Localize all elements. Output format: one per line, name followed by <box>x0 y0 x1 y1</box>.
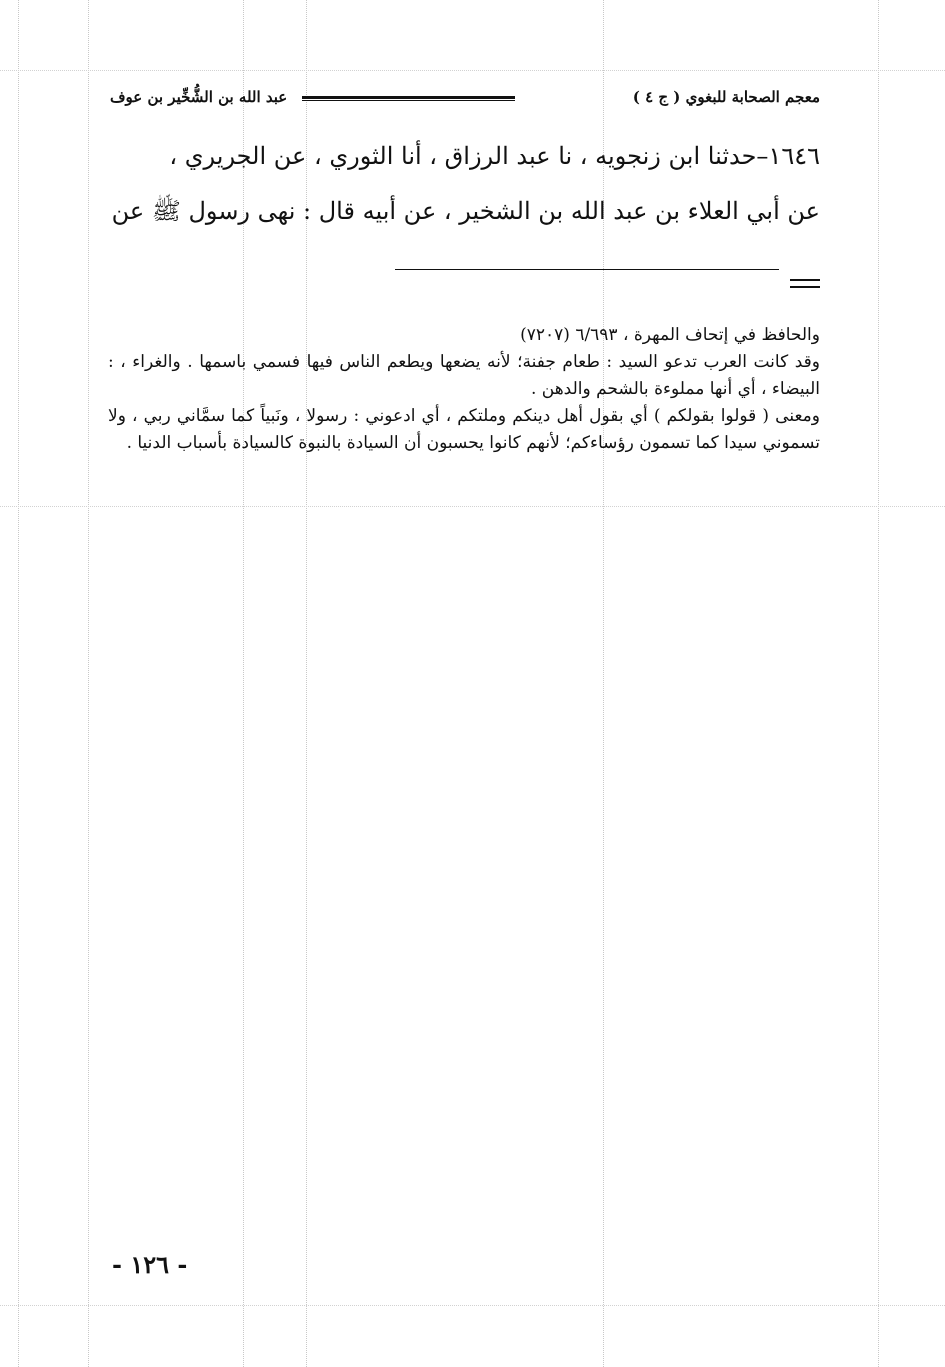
scan-artifact-line <box>0 70 945 71</box>
hadith-line-2: عن أبي العلاء بن عبد الله بن الشخير ، عن أبيه قال : نهى رسول ﷺ عن <box>111 197 820 225</box>
header-section-title: عبد الله بن الشُّخِّير بن عوف <box>110 88 288 106</box>
scan-artifact-line <box>0 506 945 507</box>
hadith-line-1: ١٦٤٦–حدثنا ابن زنجويه ، نا عبد الرزاق ، أنا الثوري ، عن الجريري ، <box>169 142 820 170</box>
page-number: - ١٢٦ - <box>112 1250 188 1279</box>
scan-artifact-line <box>878 0 879 1367</box>
footnote-paragraph: ومعنى ( قولوا بقولكم ) أي بقول أهل دينكم وملتكم ، أي ادعوني : رسولا ، ونَبياً كما سمَّاني ربي ، ولا تسموني سيدا كما تسمون رؤساءكم؛ لأنهم كانوا يحسبون أن السيادة بالنبوة كالسيادة بأسباب الدنيا . <box>108 406 820 453</box>
scan-artifact-line <box>0 1305 945 1306</box>
footnote-paragraph: والحافظ في إتحاف المهرة ، ٦/٦٩٣ (٧٢٠٧) <box>520 325 820 345</box>
footnote-paragraph: وقد كانت العرب تدعو السيد : طعام جفنة؛ لأنه يضعها ويطعم الناس فيها فسمي باسمها . والغراء ، : البيضاء ، أي أنها مملوءة بالشحم والدهن . <box>108 352 820 399</box>
continuation-mark <box>790 279 820 288</box>
footnotes <box>108 322 820 457</box>
scan-artifact-line <box>18 0 19 1367</box>
header-rule <box>302 96 515 101</box>
running-header <box>110 86 820 112</box>
scan-artifact-line <box>88 0 89 1367</box>
footnote-separator <box>395 269 779 270</box>
header-book-title: معجم الصحابة للبغوي ( ج ٤ ) <box>632 88 820 106</box>
